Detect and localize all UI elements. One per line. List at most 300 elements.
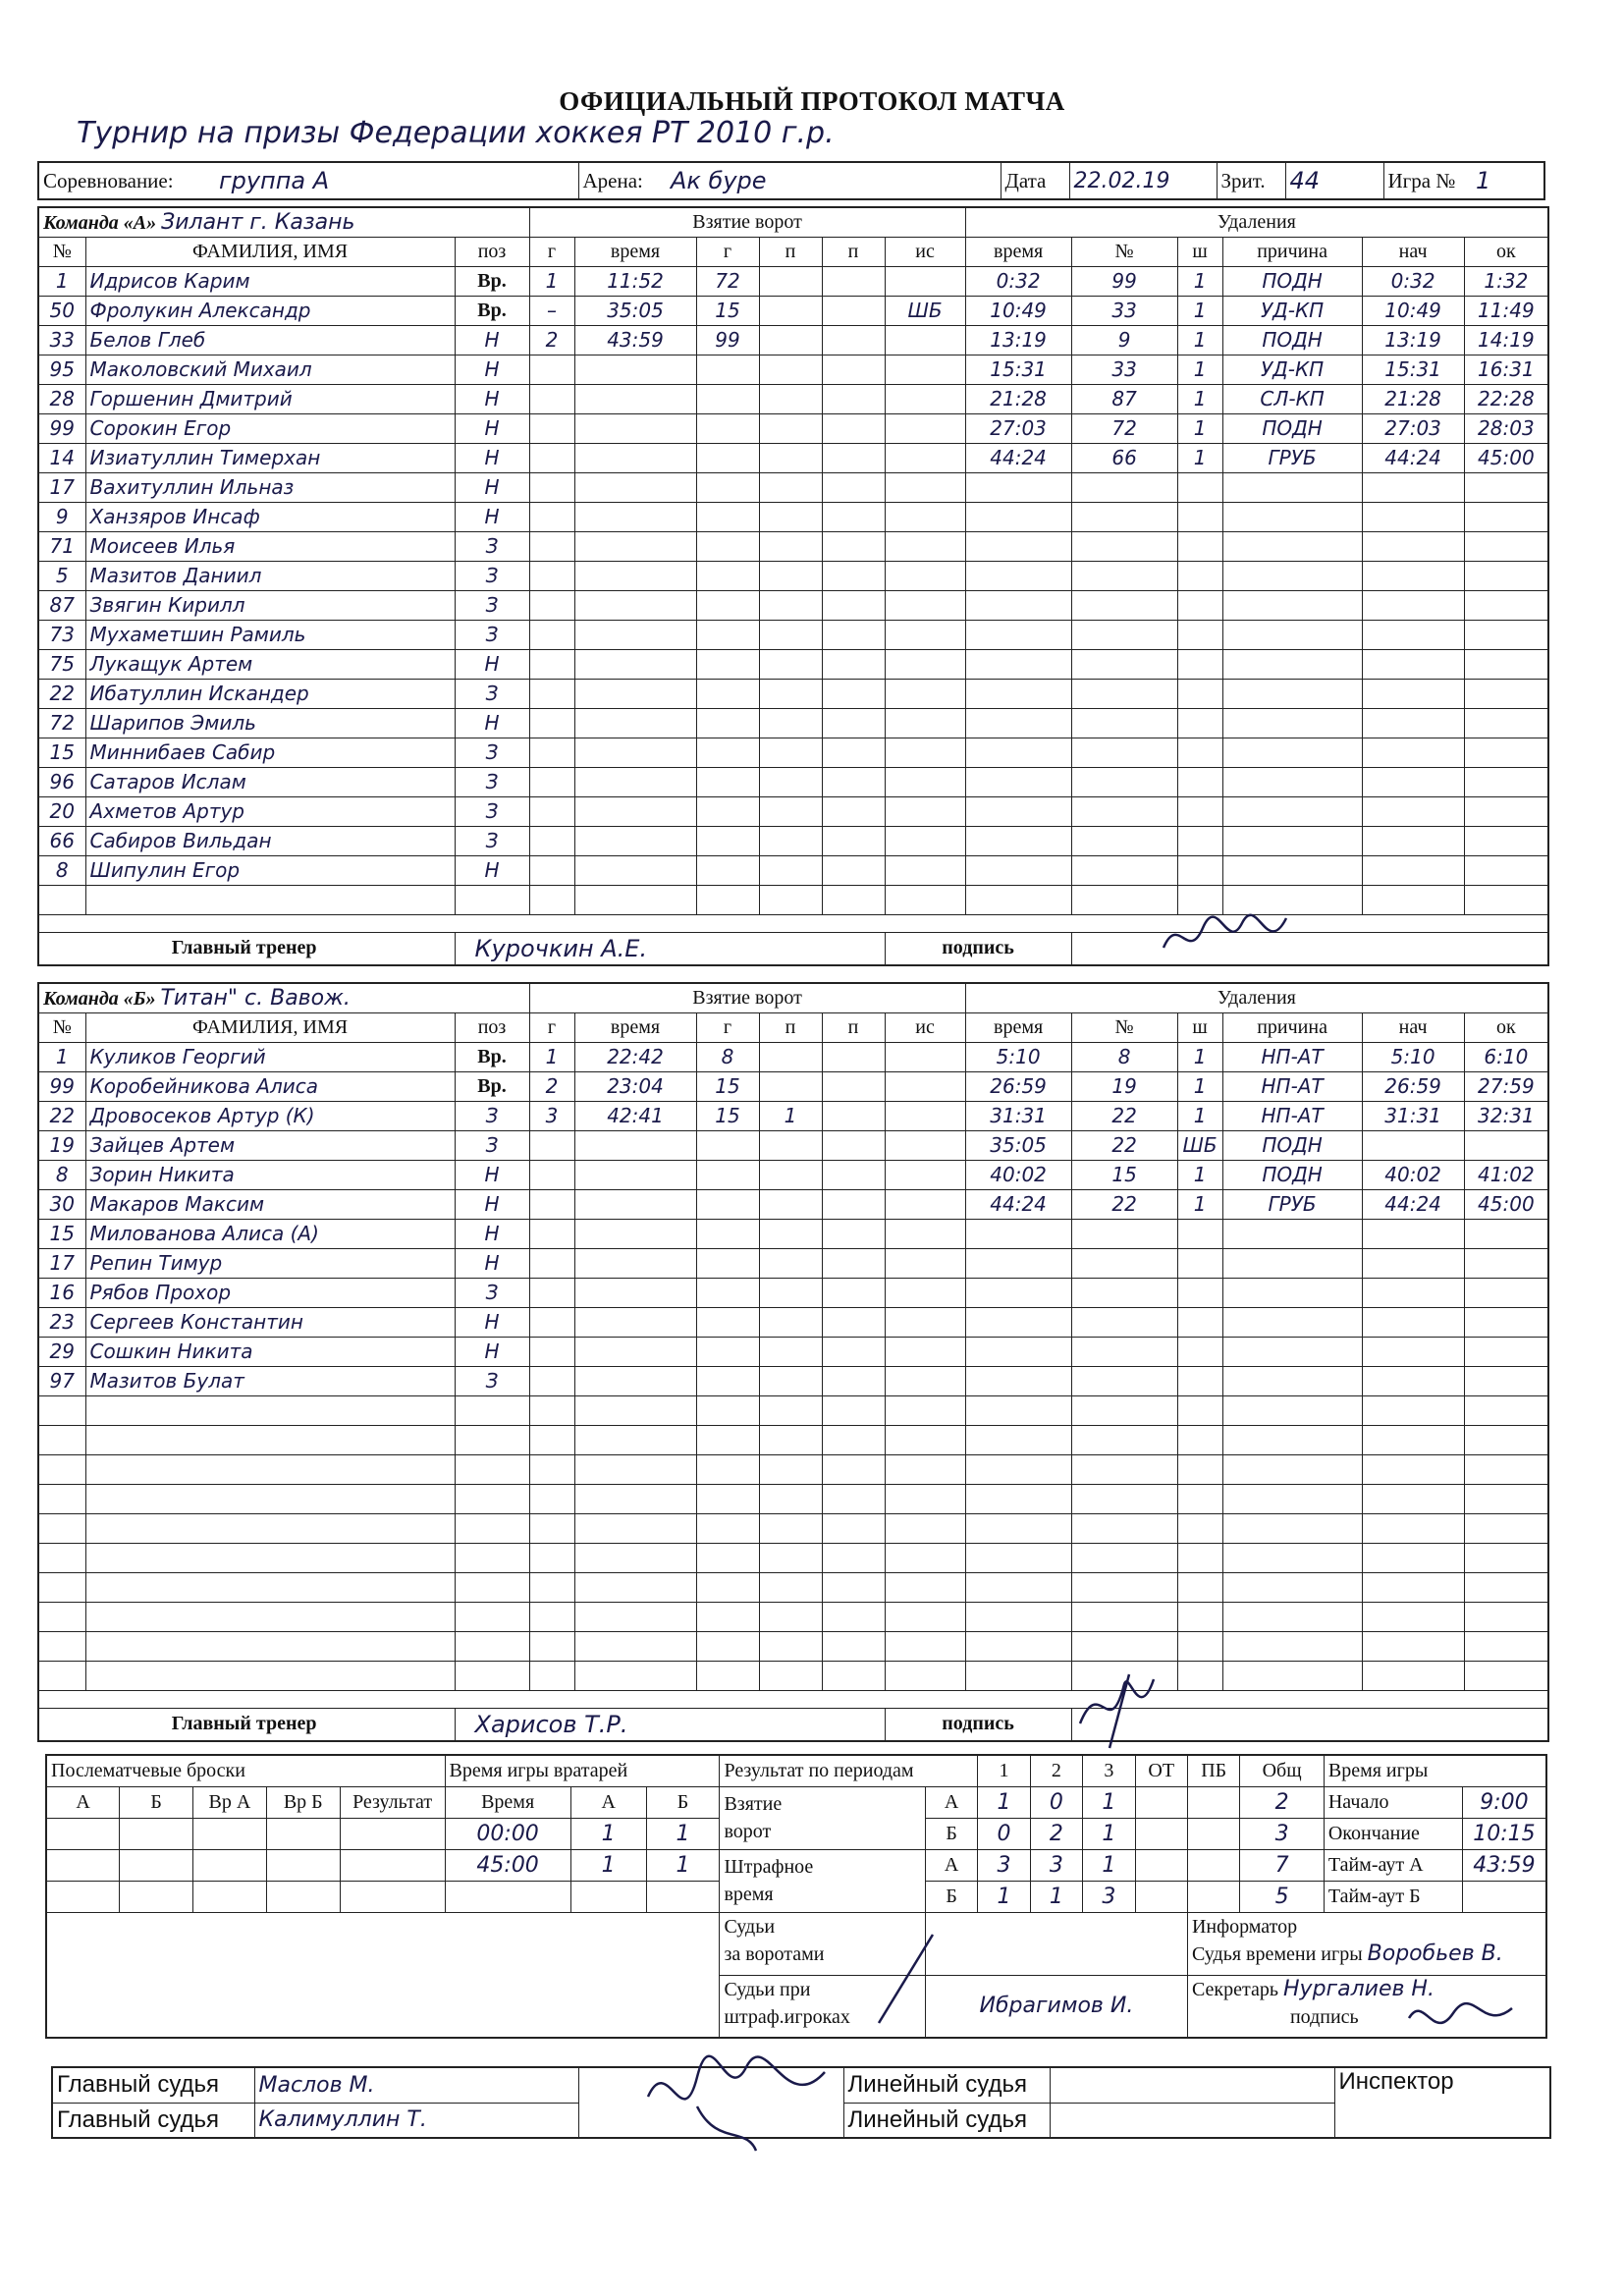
goal-assist-2 (822, 296, 885, 325)
team-b-row (38, 1543, 1548, 1572)
team-a-coach-label: Главный тренер (38, 932, 455, 965)
goal-judges-label: Судьи за воротами (720, 1912, 925, 1975)
player-name: Вахитуллин Ильназ (85, 472, 455, 502)
player-position: Н (455, 384, 529, 413)
penalty-time: 15:31 (965, 355, 1071, 384)
player-name: Сергеев Константин (85, 1307, 455, 1337)
timeout-a-value: 43:59 (1462, 1849, 1546, 1881)
goals-a-p1: 1 (978, 1786, 1030, 1818)
shootout-col-gkb: Вр Б (266, 1786, 340, 1818)
penalty-player: 22 (1071, 1130, 1177, 1160)
player-number (38, 1454, 85, 1484)
player-position: Н (455, 649, 529, 679)
goal-scorer: 15 (696, 1101, 759, 1130)
linesman-2-label: Линейный судья (843, 2103, 1050, 2138)
penalty-player: 15 (1071, 1160, 1177, 1189)
player-position: З (455, 561, 529, 590)
player-number (38, 1602, 85, 1631)
pim-b-p2: 1 (1030, 1881, 1082, 1912)
team-a-col-p1: п (759, 237, 822, 266)
player-position: З (455, 590, 529, 620)
player-position: Н (455, 855, 529, 885)
team-a-row (38, 620, 1548, 649)
start-label: Начало (1324, 1786, 1462, 1818)
goal-number: 2 (529, 1071, 574, 1101)
player-name (85, 1631, 455, 1661)
period-so-header: ПБ (1187, 1755, 1239, 1786)
goal-situation (885, 266, 965, 296)
team-b-row (38, 1189, 1548, 1219)
goal-situation (885, 1071, 965, 1101)
pim-row-label: Штрафное время (720, 1849, 925, 1912)
goal-assist-1 (759, 1071, 822, 1101)
pim-a-p1: 3 (978, 1849, 1030, 1881)
head-referee-2-label: Главный судья (52, 2103, 254, 2138)
shootout-col-a: А (46, 1786, 120, 1818)
spectators-value: 44 (1285, 162, 1383, 199)
goal-number: – (529, 296, 574, 325)
player-position: Н (455, 443, 529, 472)
team-b-row (38, 1661, 1548, 1690)
team-b-row (38, 1366, 1548, 1395)
shootout-col-result: Результат (340, 1786, 445, 1818)
goals-b-p1: 0 (978, 1818, 1030, 1849)
team-a-row (38, 855, 1548, 885)
penalty-start: 15:31 (1362, 355, 1464, 384)
player-name (85, 885, 455, 914)
shootout-label: Послематчевые броски (46, 1755, 445, 1786)
team-b-col-p2: п (822, 1012, 885, 1042)
goals-team-b: Б (925, 1818, 977, 1849)
penalty-start: 13:19 (1362, 325, 1464, 355)
date-value: 22.02.19 (1069, 162, 1217, 199)
penalty-end: 45:00 (1464, 1189, 1548, 1219)
player-number: 5 (38, 561, 85, 590)
player-number: 95 (38, 355, 85, 384)
player-number: 23 (38, 1307, 85, 1337)
team-a-col-p_time: время (965, 237, 1071, 266)
team-a-row (38, 826, 1548, 855)
goal-situation (885, 1101, 965, 1130)
game-time-label: Время игры (1324, 1755, 1546, 1786)
player-name (85, 1602, 455, 1631)
player-position: Н (455, 1248, 529, 1278)
player-position: Вр. (455, 1042, 529, 1071)
team-b-row (38, 1278, 1548, 1307)
date-label: Дата (1004, 168, 1047, 192)
penalty-time: 44:24 (965, 1189, 1071, 1219)
team-a-col-g: г (696, 237, 759, 266)
player-number: 8 (38, 1160, 85, 1189)
end-value: 10:15 (1462, 1818, 1546, 1849)
pim-b-total: 5 (1240, 1881, 1324, 1912)
team-b-col-p_start: нач (1362, 1012, 1464, 1042)
arena-label: Арена: (582, 168, 643, 192)
secretary-block: Секретарь Нургалиев Н. подпись (1187, 1975, 1546, 2038)
team-b-col-p_end: ок (1464, 1012, 1548, 1042)
inspector-label: Инспектор (1334, 2067, 1550, 2138)
pim-a-total: 7 (1240, 1849, 1324, 1881)
team-a-col-g: г (529, 237, 574, 266)
team-b-col-pos: поз (455, 1012, 529, 1042)
player-name: Мухаметшин Рамиль (85, 620, 455, 649)
player-position: З (455, 1101, 529, 1130)
team-b-row (38, 1572, 1548, 1602)
goals-b-total: 3 (1240, 1818, 1324, 1849)
penalty-end: 1:32 (1464, 266, 1548, 296)
goals-a-total: 2 (1240, 1786, 1324, 1818)
player-number: 30 (38, 1189, 85, 1219)
goal-assist-1 (759, 325, 822, 355)
penalty-reason: ПОДН (1222, 266, 1362, 296)
goal-time: 22:42 (574, 1042, 696, 1071)
player-name: Коробейникова Алиса (85, 1071, 455, 1101)
goal-time: 23:04 (574, 1071, 696, 1101)
player-number: 17 (38, 472, 85, 502)
team-a-row (38, 325, 1548, 355)
penalty-reason: УД-КП (1222, 355, 1362, 384)
player-position: З (455, 620, 529, 649)
player-position: Н (455, 413, 529, 443)
competition-label: Соревнование: (43, 168, 174, 192)
team-a-table (37, 206, 1549, 966)
period-1-header: 1 (978, 1755, 1030, 1786)
penalty-end: 22:28 (1464, 384, 1548, 413)
player-number: 22 (38, 679, 85, 708)
team-b-row (38, 1042, 1548, 1071)
penalty-minutes: ШБ (1177, 1130, 1222, 1160)
team-b-row (38, 1395, 1548, 1425)
goals-a-p3: 1 (1083, 1786, 1135, 1818)
player-name: Горшенин Дмитрий (85, 384, 455, 413)
penalty-minutes: 1 (1177, 384, 1222, 413)
player-number: 17 (38, 1248, 85, 1278)
penalty-time: 5:10 (965, 1042, 1071, 1071)
penalty-time: 31:31 (965, 1101, 1071, 1130)
player-position: Н (455, 325, 529, 355)
penalty-minutes: 1 (1177, 413, 1222, 443)
pim-a-ot (1135, 1849, 1187, 1881)
player-name: Миннибаев Сабир (85, 738, 455, 767)
pim-a-so (1187, 1849, 1239, 1881)
game-value: 1 (1476, 167, 1491, 194)
player-name: Звягин Кирилл (85, 590, 455, 620)
player-name: Репин Тимур (85, 1248, 455, 1278)
penalty-minutes: 1 (1177, 355, 1222, 384)
player-name: Ханзяров Инсаф (85, 502, 455, 531)
penalty-player: 19 (1071, 1071, 1177, 1101)
timeout-b-label: Тайм-аут Б (1324, 1881, 1462, 1912)
goal-assist-1 (759, 266, 822, 296)
player-name: Изиатуллин Тимерхан (85, 443, 455, 472)
team-a-col-name: ФАМИЛИЯ, ИМЯ (85, 237, 455, 266)
player-name: Сатаров Ислам (85, 767, 455, 796)
goal-assist-2 (822, 1042, 885, 1071)
player-number (38, 1631, 85, 1661)
player-position (455, 1602, 529, 1631)
player-number: 28 (38, 384, 85, 413)
player-number: 99 (38, 1071, 85, 1101)
player-name: Зорин Никита (85, 1160, 455, 1189)
period-2-header: 2 (1030, 1755, 1082, 1786)
competition-value: группа А (215, 162, 578, 199)
team-a-sign-label: подпись (885, 932, 1071, 965)
goals-a-so (1187, 1786, 1239, 1818)
goal-situation: ШБ (885, 296, 965, 325)
player-position (455, 1425, 529, 1454)
player-number (38, 885, 85, 914)
penalty-player: 66 (1071, 443, 1177, 472)
goal-assist-2 (822, 1071, 885, 1101)
coach-b-signature (1070, 1665, 1178, 1753)
player-name (85, 1572, 455, 1602)
team-b-row (38, 1160, 1548, 1189)
penalty-end: 14:19 (1464, 325, 1548, 355)
goal-time: 11:52 (574, 266, 696, 296)
document-title: ОФИЦИАЛЬНЫЙ ПРОТОКОЛ МАТЧА (559, 86, 1065, 116)
penalty-start: 0:32 (1362, 266, 1464, 296)
penalty-reason: НП-АТ (1222, 1042, 1362, 1071)
goals-team-a: А (925, 1786, 977, 1818)
penalty-time: 40:02 (965, 1160, 1071, 1189)
gk-col-time: Время (445, 1786, 570, 1818)
team-b-col-num: № (38, 1012, 85, 1042)
goals-b-p2: 2 (1030, 1818, 1082, 1849)
player-position: Н (455, 1160, 529, 1189)
goals-a-ot (1135, 1786, 1187, 1818)
team-b-col-p_time: время (965, 1012, 1071, 1042)
team-a-col-p_reason: причина (1222, 237, 1362, 266)
player-name: Ибатуллин Искандер (85, 679, 455, 708)
gk-col-a: А (570, 1786, 646, 1818)
player-position: Н (455, 472, 529, 502)
team-b-coach-name: Харисов Т.Р. (455, 1708, 885, 1741)
player-name: Лукащук Артем (85, 649, 455, 679)
gk-row1-a: 1 (570, 1818, 646, 1849)
player-number: 15 (38, 1219, 85, 1248)
player-number: 97 (38, 1366, 85, 1395)
pim-a-p2: 3 (1030, 1849, 1082, 1881)
penalty-end: 45:00 (1464, 443, 1548, 472)
team-b-row (38, 1248, 1548, 1278)
player-number: 19 (38, 1130, 85, 1160)
penalty-end: 16:31 (1464, 355, 1548, 384)
team-b-row (38, 1101, 1548, 1130)
team-a-row (38, 531, 1548, 561)
penalty-start: 21:28 (1362, 384, 1464, 413)
penalty-end (1464, 1130, 1548, 1160)
head-referee-2-name: Калимуллин Т. (254, 2103, 578, 2138)
penalty-minutes: 1 (1177, 296, 1222, 325)
goal-assist-1 (759, 1042, 822, 1071)
player-name: Ахметов Артур (85, 796, 455, 826)
team-b-title: Команда «Б» Титан" с. Вавож. (38, 983, 529, 1012)
player-position: З (455, 826, 529, 855)
secretary-signature (1404, 1989, 1522, 2048)
gk-row2-time: 45:00 (445, 1849, 570, 1881)
team-a-row (38, 296, 1548, 325)
goals-b-p3: 1 (1083, 1818, 1135, 1849)
team-a-row (38, 738, 1548, 767)
team-b-row (38, 1071, 1548, 1101)
team-b-col-g: г (696, 1012, 759, 1042)
team-a-col-p2: п (822, 237, 885, 266)
team-b-row (38, 1631, 1548, 1661)
goal-assist-2 (822, 266, 885, 296)
player-name (85, 1425, 455, 1454)
penalty-time: 35:05 (965, 1130, 1071, 1160)
penalty-reason: ПОДН (1222, 413, 1362, 443)
end-label: Окончание (1324, 1818, 1462, 1849)
pim-a-p3: 1 (1083, 1849, 1135, 1881)
team-a-coach-name: Курочкин А.Е. (455, 932, 885, 965)
player-name (85, 1395, 455, 1425)
team-b-goals-header: Взятие ворот (529, 983, 965, 1012)
player-name: Идрисов Карим (85, 266, 455, 296)
penalty-player: 33 (1071, 355, 1177, 384)
player-number: 1 (38, 266, 85, 296)
player-position (455, 1513, 529, 1543)
player-position (455, 1661, 529, 1690)
player-number: 9 (38, 502, 85, 531)
player-number: 20 (38, 796, 85, 826)
period-3-header: 3 (1083, 1755, 1135, 1786)
player-position: З (455, 679, 529, 708)
player-number (38, 1661, 85, 1690)
player-number: 72 (38, 708, 85, 738)
penalty-minutes: 1 (1177, 325, 1222, 355)
period-ot-header: ОТ (1135, 1755, 1187, 1786)
player-number: 22 (38, 1101, 85, 1130)
penalty-minutes: 1 (1177, 1042, 1222, 1071)
gk-row1-b: 1 (646, 1818, 720, 1849)
penalty-start: 44:24 (1362, 443, 1464, 472)
player-number (38, 1395, 85, 1425)
team-b-penalties-header: Удаления (965, 983, 1548, 1012)
team-a-title: Команда «А» Зилант г. Казань (38, 207, 529, 237)
tournament-name: Турнир на призы Федерации хоккея РТ 2010 г.р. (77, 116, 835, 150)
player-name: Сорокин Егор (85, 413, 455, 443)
match-header (37, 161, 1545, 200)
team-b-col-p_num: № (1071, 1012, 1177, 1042)
pim-team-b: Б (925, 1881, 977, 1912)
penalty-time: 26:59 (965, 1071, 1071, 1101)
player-number: 8 (38, 855, 85, 885)
penalty-end: 27:59 (1464, 1071, 1548, 1101)
player-name: Куликов Георгий (85, 1042, 455, 1071)
team-b-sign-label: подпись (885, 1708, 1071, 1741)
player-number: 96 (38, 767, 85, 796)
pim-b-so (1187, 1881, 1239, 1912)
team-a-row (38, 885, 1548, 914)
penalty-minutes: 1 (1177, 1071, 1222, 1101)
head-referee-1-label: Главный судья (52, 2067, 254, 2103)
team-a-row (38, 590, 1548, 620)
player-position: З (455, 796, 529, 826)
pim-b-ot (1135, 1881, 1187, 1912)
player-number (38, 1543, 85, 1572)
player-number: 66 (38, 826, 85, 855)
penalty-judge-signature (864, 1930, 943, 2028)
player-number (38, 1572, 85, 1602)
game-label: Игра № (1387, 168, 1456, 192)
goal-scorer: 15 (696, 1071, 759, 1101)
player-number: 33 (38, 325, 85, 355)
team-a-row (38, 384, 1548, 413)
team-b-col-p_reason: причина (1222, 1012, 1362, 1042)
player-position: З (455, 767, 529, 796)
player-number: 14 (38, 443, 85, 472)
goal-scorer: 8 (696, 1042, 759, 1071)
team-b-coach-label: Главный тренер (38, 1708, 455, 1741)
timeout-b-value (1462, 1881, 1546, 1912)
team-b-row (38, 1337, 1548, 1366)
penalty-start: 10:49 (1362, 296, 1464, 325)
goal-scorer: 72 (696, 266, 759, 296)
player-number: 99 (38, 413, 85, 443)
penalty-time: 44:24 (965, 443, 1071, 472)
player-name: Шарипов Эмиль (85, 708, 455, 738)
penalty-time: 21:28 (965, 384, 1071, 413)
team-a-col-num: № (38, 237, 85, 266)
team-a-row (38, 649, 1548, 679)
player-number: 71 (38, 531, 85, 561)
goal-assist-2 (822, 1101, 885, 1130)
team-a-col-p_sh: ш (1177, 237, 1222, 266)
penalty-minutes: 1 (1177, 1160, 1222, 1189)
player-name: Сошкин Никита (85, 1337, 455, 1366)
player-name: Шипулин Егор (85, 855, 455, 885)
player-name: Мазитов Булат (85, 1366, 455, 1395)
pim-b-p3: 3 (1083, 1881, 1135, 1912)
team-a-col-time: время (574, 237, 696, 266)
shootout-col-gka: Вр А (193, 1786, 267, 1818)
team-b-col-g: г (529, 1012, 574, 1042)
player-number (38, 1425, 85, 1454)
goal-number: 1 (529, 1042, 574, 1071)
player-position: Вр. (455, 266, 529, 296)
penalty-player: 99 (1071, 266, 1177, 296)
player-number: 16 (38, 1278, 85, 1307)
team-b-row (38, 1602, 1548, 1631)
penalty-end: 28:03 (1464, 413, 1548, 443)
player-name (85, 1484, 455, 1513)
goal-number: 2 (529, 325, 574, 355)
player-name: Милованова Алиса (А) (85, 1219, 455, 1248)
player-name: Рябов Прохор (85, 1278, 455, 1307)
player-name (85, 1661, 455, 1690)
player-position (455, 1484, 529, 1513)
team-b-col-is: ис (885, 1012, 965, 1042)
team-a-col-p_start: нач (1362, 237, 1464, 266)
informer-and-timekeeper-labels: Информатор Судья времени игры Воробьев В. (1187, 1912, 1546, 1975)
team-b-table (37, 982, 1549, 1742)
player-name (85, 1454, 455, 1484)
penalty-start: 31:31 (1362, 1101, 1464, 1130)
player-position: Н (455, 1307, 529, 1337)
goal-situation (885, 1042, 965, 1071)
penalty-reason: ПОДН (1222, 1160, 1362, 1189)
player-name: Моисеев Илья (85, 531, 455, 561)
gk-col-b: Б (646, 1786, 720, 1818)
penalty-start: 40:02 (1362, 1160, 1464, 1189)
player-position: Вр. (455, 1071, 529, 1101)
player-name: Сабиров Вильдан (85, 826, 455, 855)
player-number: 87 (38, 590, 85, 620)
team-a-col-pos: поз (455, 237, 529, 266)
penalty-end: 32:31 (1464, 1101, 1548, 1130)
team-a-row (38, 502, 1548, 531)
